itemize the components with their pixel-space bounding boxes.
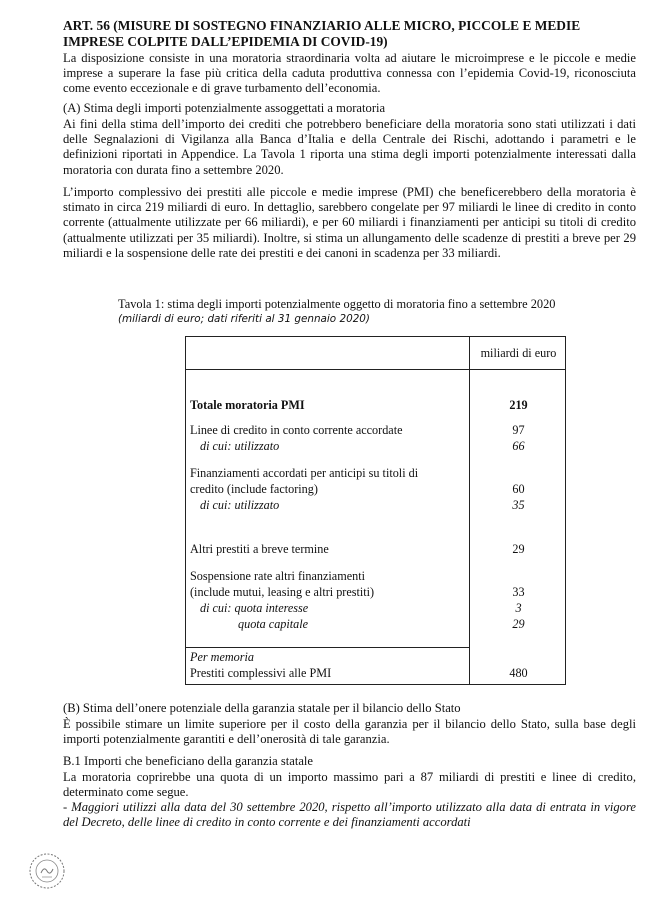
table-row-label: di cui: utilizzato [200,439,280,453]
section-b-heading: (B) Stima dell’onere potenziale della garanzia statale per il bilancio dello Stato [63,701,461,715]
table-row-label: Prestiti complessivi alle PMI [190,666,332,680]
table-row-label: Finanziamenti accordati per anticipi su titoli di [190,466,419,480]
estimates-table [185,336,566,685]
table-row-value: 480 [509,666,528,680]
table-row-label: quota capitale [238,617,309,631]
section-b1-paragraph: La moratoria coprirebbe una quota di un importo massimo pari a 87 miliardi di prestiti e linee di credito, determinato come segue. [63,770,636,800]
table-header-rule [186,369,565,370]
table-row-value: 3 [515,601,522,615]
table-row-value: 66 [512,439,525,453]
table-row-label: di cui: utilizzato [200,498,280,512]
section-a-paragraph-2: L’importo complessivo dei prestiti alle piccole e medie imprese (PMI) che beneficerebbero della moratoria è stimato in circa 219 miliardi di euro. In dettaglio, sarebbero congelate per 97 miliardi le linee di credito in conto corrente (attualmente utilizzate per 66 miliardi), e per 60 miliardi i finanziamenti per anticipi su titoli di credito (attualmente utilizzati per 35 miliardi). Inoltre, si stima un allungamento delle scadenze di prestiti a breve per 29 miliardi e la sospensione delle rate dei prestiti e dei canoni in scadenza per 33 miliardi. [63,185,636,260]
page-stamp-icon [28,852,66,890]
table-row-label: Linee di credito in conto corrente accordate [190,423,403,437]
table-row-value: 60 [512,482,525,496]
table-row-label: di cui: quota interesse [200,601,309,615]
table-row-label: Per memoria [190,650,254,664]
section-b1-heading: B.1 Importi che beneficiano della garanzia statale [63,754,314,768]
article-title: ART. 56 (MISURE DI SOSTEGNO FINANZIARIO ALLE MICRO, PICCOLE E MEDIE IMPRESE COLPITE DALL’EPIDEMIA DI COVID-19) [63,18,581,49]
table-row-label: Altri prestiti a breve termine [190,542,329,556]
table-row-value: 29 [512,542,525,556]
table-caption-title: Tavola 1: stima degli importi potenzialmente oggetto di moratoria fino a settembre 2020 [118,297,556,311]
table-row-label: Totale moratoria PMI [190,398,305,412]
table-row-value: 33 [512,585,525,599]
table-footer-rule [186,647,469,648]
intro-paragraph: La disposizione consiste in una moratoria straordinaria volta ad aiutare le microimprese e le piccole e medie imprese a superare la fase più critica della caduta produttiva connessa con l’epidemia Covid-19, riconosciuta come evento eccezionale e di grave turbamento dell’economia. [63,51,636,96]
section-b-paragraph: È possibile stimare un limite superiore per il costo della garanzia per il bilancio dello Stato, sulla base degli importi potenzialmente garantiti e dell’onerosità di tale garanzia. [63,717,636,747]
section-b1-list-item: - Maggiori utilizzi alla data del 30 settembre 2020, rispetto all’importo utilizzato alla data di entrata in vigore del Decreto, delle linee di credito in conto corrente e dei finanziamenti accordati [63,800,636,830]
section-a-heading: (A) Stima degli importi potenzialmente assoggettati a moratoria [63,101,386,115]
table-column-header: miliardi di euro [480,346,557,360]
table-row-value: 29 [512,617,525,631]
section-a-paragraph-1: Ai fini della stima dell’importo dei crediti che potrebbero beneficiare della moratoria sono stati utilizzati i dati delle Segnalazioni di Vigilanza alla Banca d’Italia e della Centrale dei Rischi, adottando i parametri e le definizioni riportati in Appendice. La Tavola 1 riporta una stima degli importi potenzialmente interessati dalla moratoria con durata fino a settembre 2020. [63,117,636,177]
table-row-label: credito (include factoring) [190,482,318,496]
table-row-label: Sospensione rate altri finanziamenti [190,569,365,583]
table-row-value: 35 [512,498,525,512]
table-row-value: 97 [512,423,525,437]
table-row-value: 219 [509,398,528,412]
table-caption [118,297,638,327]
table-caption-subtitle: (miliardi di euro; dati riferiti al 31 gennaio 2020) [118,313,370,325]
table-row-label: (include mutui, leasing e altri prestiti) [190,585,375,599]
